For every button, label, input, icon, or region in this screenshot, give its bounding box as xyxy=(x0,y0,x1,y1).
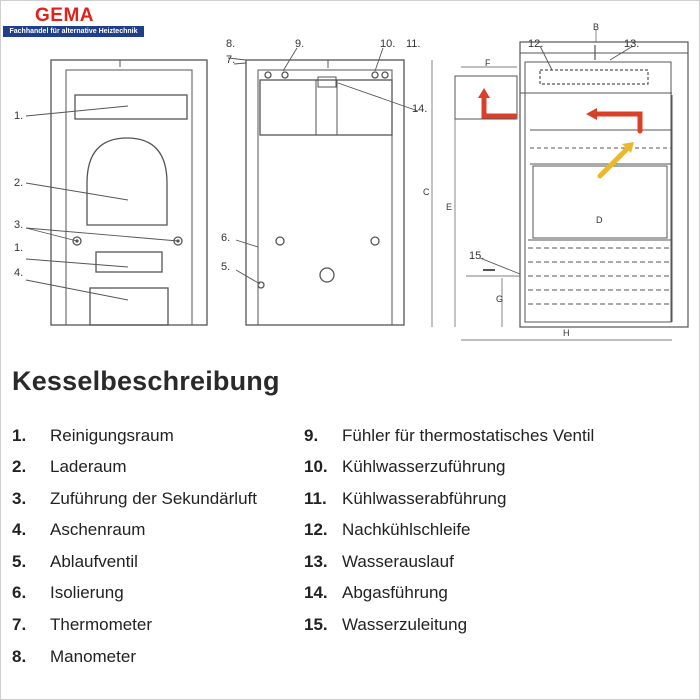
label-7: 7. xyxy=(226,54,236,66)
legend-number: 3. xyxy=(12,489,27,508)
legend-item xyxy=(12,519,145,541)
legend-text: Kühlwasserzuführung xyxy=(342,457,506,476)
legend-item xyxy=(12,551,138,573)
legend-title: Kesselbeschreibung xyxy=(12,366,280,396)
legend-text: Zuführung der Sekundärluft xyxy=(50,489,257,508)
aftercooling-loop xyxy=(540,70,648,84)
legend-number: 7. xyxy=(12,615,27,634)
legend-number: 15. xyxy=(304,615,328,634)
legend-text: Reinigungsraum xyxy=(50,426,174,445)
dim-g: G xyxy=(496,294,504,304)
legend-number: 14. xyxy=(304,583,328,602)
legend-item xyxy=(12,646,136,668)
legend-number: 11. xyxy=(304,489,327,508)
legend-item xyxy=(304,614,467,636)
label-front-1b: 1. xyxy=(14,242,24,254)
label-9: 9. xyxy=(295,38,305,50)
legend-text: Thermometer xyxy=(50,615,153,634)
side-section xyxy=(432,30,688,340)
legend-text: Ablaufventil xyxy=(50,552,138,571)
label-15: 15. xyxy=(469,250,485,262)
cooling-in-port xyxy=(372,72,378,78)
legend-number: 6. xyxy=(12,583,27,602)
label-front-3: 3. xyxy=(14,219,24,231)
dim-h: H xyxy=(563,328,570,338)
legend-number: 8. xyxy=(12,647,27,666)
front-view xyxy=(26,60,207,325)
dim-d: D xyxy=(596,215,603,225)
legend-text: Wasserauslauf xyxy=(342,552,454,571)
legend-item xyxy=(304,582,448,604)
combustion-arrow-yellow xyxy=(600,148,628,176)
legend-text: Laderaum xyxy=(50,457,127,476)
cooling-out-port xyxy=(382,72,388,78)
flue-outlet xyxy=(260,80,392,135)
label-12: 12. xyxy=(528,38,544,50)
hot-gas-arrow-red xyxy=(595,114,640,131)
legend-number: 12. xyxy=(304,520,328,539)
label-front-2: 2. xyxy=(14,177,24,189)
legend-item xyxy=(12,456,127,478)
legend-text: Nachkühlschleife xyxy=(342,520,471,539)
connection-left xyxy=(276,237,284,245)
return-connection xyxy=(320,268,334,282)
legend-text: Aschenraum xyxy=(50,520,146,539)
legend-text: Kühlwasserabführung xyxy=(342,489,507,508)
front-view-labels xyxy=(14,110,23,279)
legend-item xyxy=(304,551,454,573)
legend-number: 9. xyxy=(304,426,319,445)
dim-e: E xyxy=(446,202,453,212)
label-11: 11. xyxy=(406,38,421,50)
legend-number: 5. xyxy=(12,552,27,571)
legend-text: Wasserzuleitung xyxy=(342,615,468,634)
sensor-port xyxy=(265,72,271,78)
legend-number: 2. xyxy=(12,457,27,476)
label-14: 14. xyxy=(412,103,428,115)
dim-c: C xyxy=(423,187,430,197)
legend-item xyxy=(12,488,257,510)
label-5: 5. xyxy=(221,261,231,273)
legend-item xyxy=(304,519,471,541)
flow-arrows xyxy=(478,88,640,176)
legend-number: 4. xyxy=(12,520,27,539)
legend-text: Manometer xyxy=(50,647,136,666)
legend-number: 10. xyxy=(304,457,328,476)
lower-cleaning-door xyxy=(96,252,162,272)
rear-view-labels xyxy=(221,38,427,273)
flue-arrow-red xyxy=(484,96,515,116)
legend-item xyxy=(12,582,124,604)
label-8: 8. xyxy=(226,38,236,50)
dim-f: F xyxy=(485,58,491,68)
label-front-4: 4. xyxy=(14,267,24,279)
legend-text: Abgasführung xyxy=(342,583,448,602)
legend-item xyxy=(304,456,505,478)
label-6: 6. xyxy=(221,232,231,244)
connection-right xyxy=(371,237,379,245)
legend-item xyxy=(12,614,152,636)
dim-b: B xyxy=(593,22,600,32)
legend-item xyxy=(12,425,174,447)
logo-brand: GEMA xyxy=(35,5,94,26)
logo-tagline: Fachhandel für alternative Heiztechnik xyxy=(3,26,144,37)
ash-door xyxy=(90,288,168,325)
legend-text: Isolierung xyxy=(50,583,124,602)
label-13: 13. xyxy=(624,38,640,50)
legend-item xyxy=(304,425,594,447)
legend-number: 1. xyxy=(12,426,27,445)
cleaning-door xyxy=(75,95,187,119)
loading-door xyxy=(87,138,167,225)
rear-view xyxy=(228,48,418,325)
label-10: 10. xyxy=(380,38,396,50)
legend-number: 13. xyxy=(304,552,328,571)
legend-text: Fühler für thermostatisches Ventil xyxy=(342,426,595,445)
legend-item xyxy=(304,488,506,510)
label-front-1a: 1. xyxy=(14,110,24,122)
